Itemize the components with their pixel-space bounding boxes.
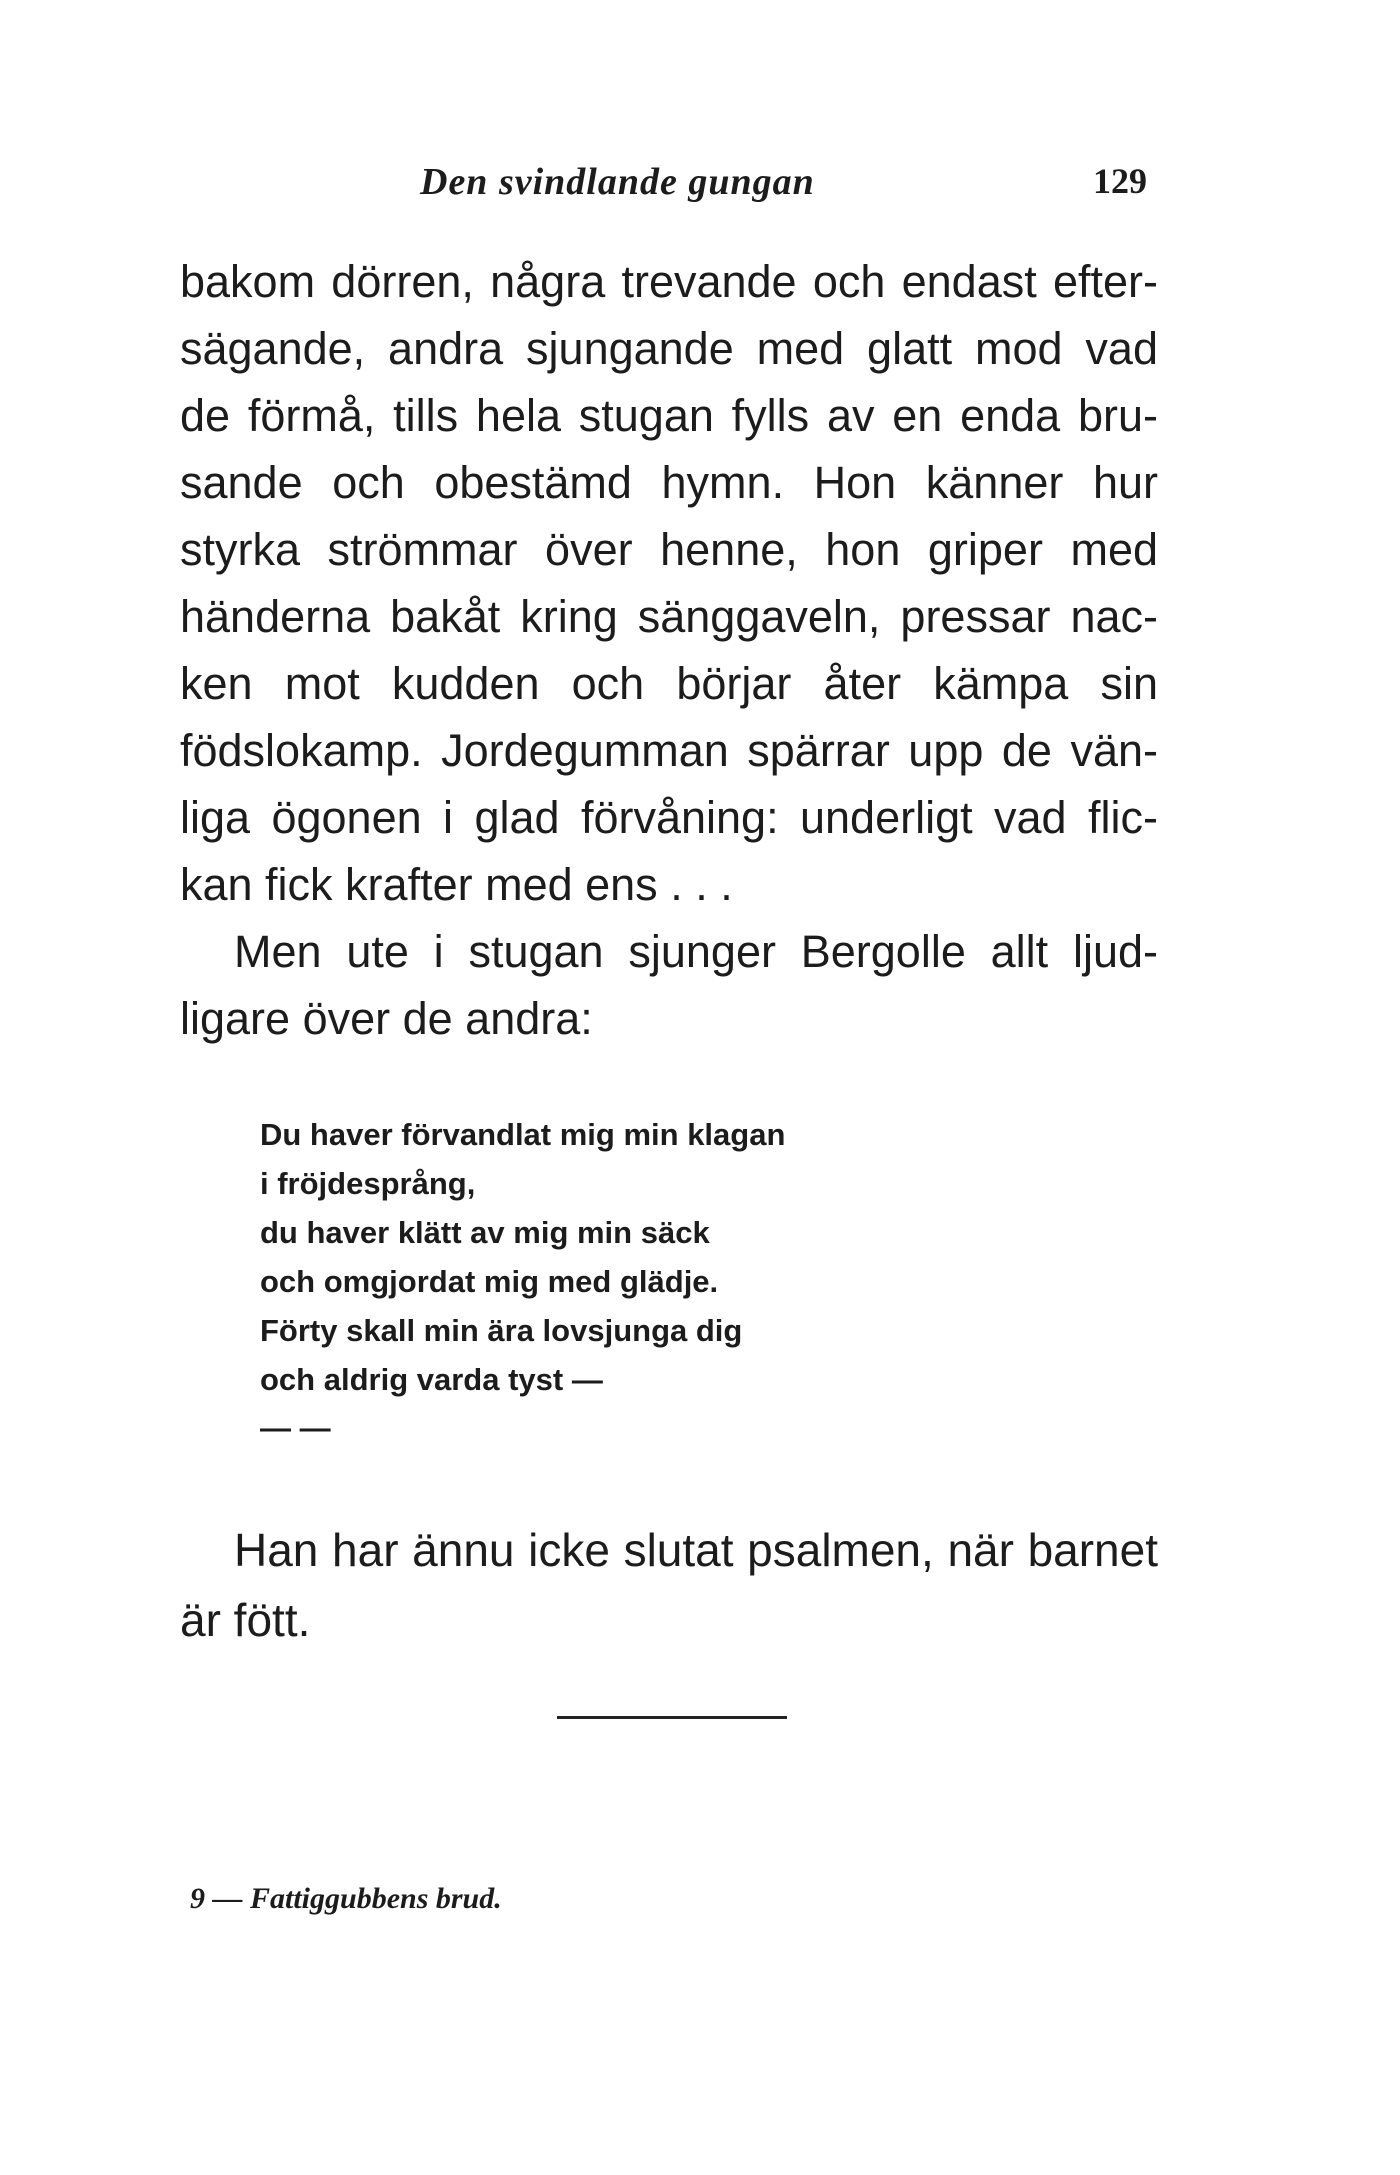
paragraph-1 <box>180 248 1158 918</box>
text-line: de förmå, tills hela stugan fylls av en enda bru- <box>180 390 1158 441</box>
text-line: är fött. <box>180 1594 311 1646</box>
text-line: Han har ännu icke slutat psalmen, när barnet <box>234 1524 1158 1576</box>
poem-line: Du haver förvandlat mig min klagan <box>260 1117 786 1152</box>
signature-mark: 9 — Fattiggubbens brud. <box>190 1882 502 1915</box>
text-line: händerna bakåt kring sänggaveln, pressar nac- <box>180 591 1158 642</box>
page-number: 129 <box>1093 161 1147 201</box>
paragraph-2 <box>180 918 1158 1052</box>
poem-line: du haver klätt av mig min säck <box>260 1215 710 1250</box>
text-line: kan fick krafter med ens . . . <box>180 859 733 910</box>
running-head <box>0 160 1400 220</box>
poem-line: Förty skall min ära lovsjunga dig <box>260 1313 743 1348</box>
text-line: styrka strömmar över henne, hon griper med <box>180 524 1158 575</box>
text-line: sande och obestämd hymn. Hon känner hur <box>180 457 1158 508</box>
text-line: liga ögonen i glad förvåning: underligt vad flic- <box>180 792 1158 843</box>
text-line: födslokamp. Jordegumman spärrar upp de vän- <box>180 725 1158 776</box>
text-line: ken mot kudden och börjar åter kämpa sin <box>180 658 1158 709</box>
text-line: ligare över de andra: <box>180 993 593 1044</box>
text-line: bakom dörren, några trevande och endast efter- <box>180 256 1158 307</box>
poem-dashes: — — <box>260 1410 331 1445</box>
poem-line: i fröjdesprång, <box>260 1166 476 1201</box>
section-rule <box>557 1716 787 1719</box>
psalm-quote <box>260 1110 1020 1448</box>
text-line: sägande, andra sjungande med glatt mod vad <box>180 323 1158 374</box>
main-text <box>180 248 1158 1052</box>
running-title: Den svindlande gungan <box>420 161 815 203</box>
paragraph-3 <box>180 1515 1158 1655</box>
poem-line: och omgjordat mig med glädje. <box>260 1264 719 1299</box>
poem-line: och aldrig varda tyst — <box>260 1362 603 1397</box>
text-line: Men ute i stugan sjunger Bergolle allt ljud- <box>234 926 1158 977</box>
